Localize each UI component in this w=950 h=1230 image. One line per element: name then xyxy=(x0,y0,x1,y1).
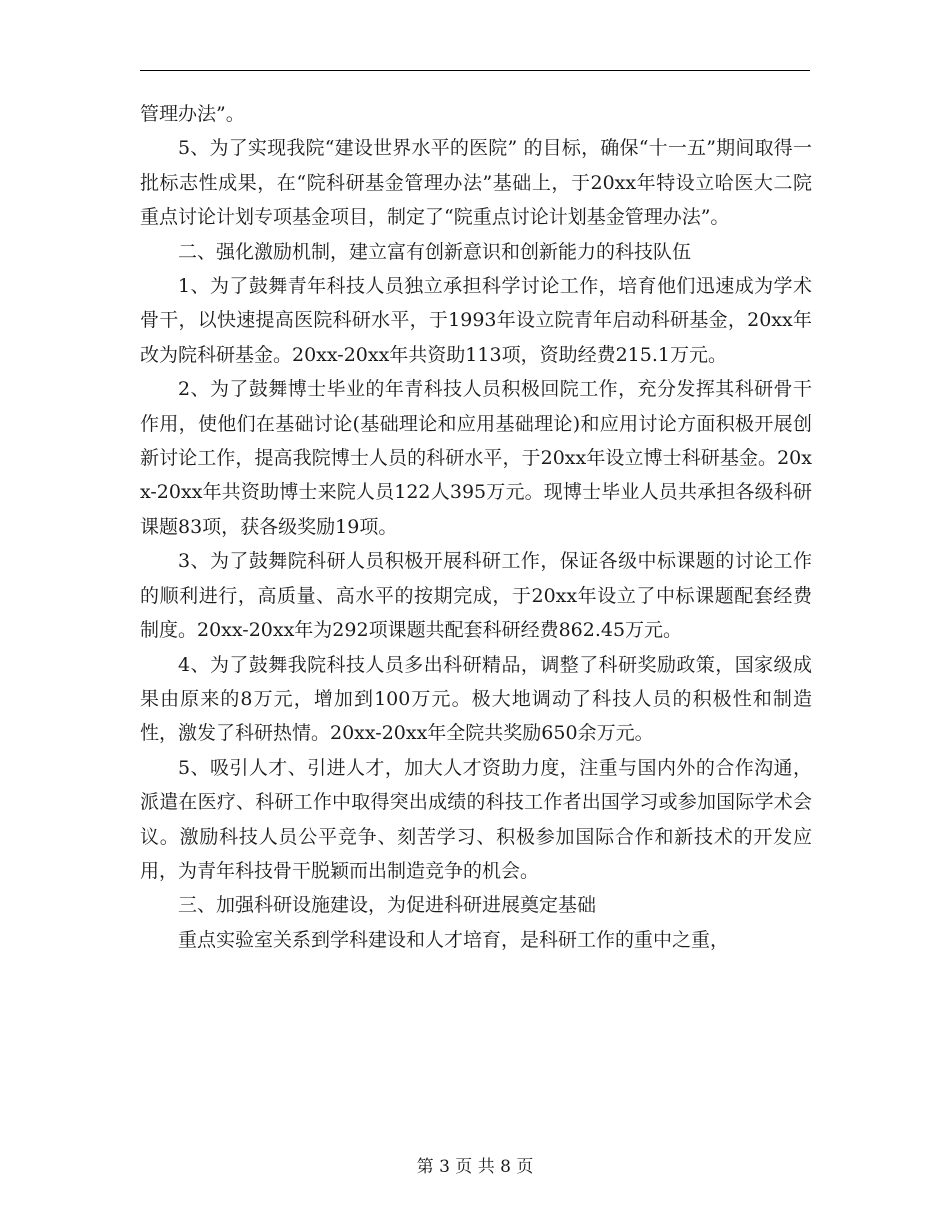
paragraph-3: 1、为了鼓舞青年科技人员独立承担科学讨论工作，培育他们迅速成为学术骨干，以快速提高医院科研水平，于1993年设立院青年启动科研基金，20xx年改为院科研基金。20xx-20xx年共资助113项，资助经费215.1万元。 xyxy=(140,275,812,366)
section-heading-3: 三、加强科研设施建设，为促进科研进展奠定基础 xyxy=(178,894,597,917)
header-rule xyxy=(140,70,810,71)
paragraph-7: 5、吸引人才、引进人才，加大人才资助力度，注重与国内外的合作沟通，派遣在医疗、科研工作中取得突出成绩的科技工作者出国学习或参加国际学术会议。激励科技人员公平竞争、刻苦学习、积极参加国际合作和新技术的开发应用，为青年科技骨干脱颖而出制造竞争的机会。 xyxy=(140,756,812,882)
paragraph-0: 管理办法”。 xyxy=(140,103,245,125)
paragraph-1: 5、为了实现我院“建设世界水平的医院” 的目标，确保“十一五”期间取得一批标志性成果，在“院科研基金管理办法”基础上，于20xx年特设立哈医大二院重点讨论计划专项基金项目，制定了“院重点讨论计划基金管理办法”。 xyxy=(140,137,812,229)
paragraph-9: 重点实验室关系到学科建设和人才培育，是科研工作的重中之重， xyxy=(178,928,730,951)
section-heading-2: 二、强化激励机制，建立富有创新意识和创新能力的科技队伍 xyxy=(178,240,692,263)
page-number-footer: 第 3 页 共 8 页 xyxy=(416,1157,534,1177)
paragraph-5: 3、为了鼓舞院科研人员积极开展科研工作，保证各级中标课题的讨论工作的顺利进行，高质量、高水平的按期完成，于20xx年设立了中标课题配套经费制度。20xx-20xx年为292项课题共配套科研经费862.45万元。 xyxy=(140,550,812,642)
paragraph-6: 4、为了鼓舞我院科技人员多出科研精品，调整了科研奖励政策，国家级成果由原来的8万元，增加到100万元。极大地调动了科技人员的积极性和制造性，激发了科研热情。20xx-20xx年全院共奖励650余万元。 xyxy=(140,653,812,745)
paragraph-4: 2、为了鼓舞博士毕业的年青科技人员积极回院工作，充分发挥其科研骨干作用，使他们在基础讨论(基础理论和应用基础理论)和应用讨论方面积极开展创新讨论工作，提高我院博士人员的科研水平，于20xx年设立博士科研基金。20xx-20xx年共资助博士来院人员122人395万元。现博士毕业人员共承担各级科研课题83项，获各级奖励19项。 xyxy=(140,378,812,538)
document-body xyxy=(140,97,812,957)
